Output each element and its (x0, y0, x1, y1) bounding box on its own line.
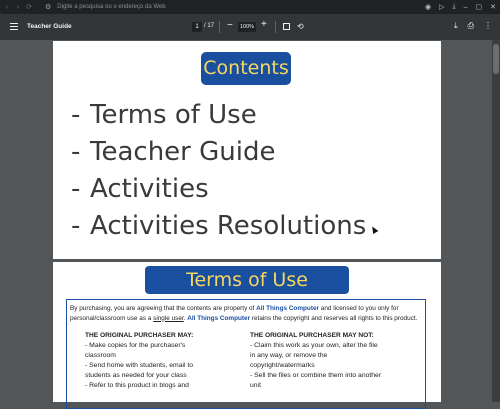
document-title: Teacher Guide (27, 23, 72, 30)
forward-icon[interactable]: › (16, 3, 20, 11)
toc-item: - Activities (71, 174, 209, 204)
may-line: classroom (85, 351, 116, 359)
more-options-icon[interactable]: ⋮ (484, 21, 492, 30)
minimize-icon[interactable]: – (463, 3, 468, 11)
contents-heading: Contents (201, 52, 291, 85)
browser-actions (425, 0, 496, 14)
page-number-input[interactable]: 1 (192, 22, 202, 32)
pdf-page-1 (53, 41, 441, 259)
share-icon[interactable]: ▷ (439, 4, 445, 11)
may-not-line: - Sell the files or combine them into another (250, 371, 382, 379)
table-of-contents (71, 97, 366, 245)
print-icon[interactable]: ⎙ (467, 21, 474, 30)
camera-icon[interactable]: ◉ (424, 4, 432, 11)
back-icon[interactable]: ‹ (5, 3, 9, 11)
reload-icon[interactable]: ⟳ (26, 4, 32, 11)
toolbar-right-actions (454, 21, 492, 31)
rotate-icon[interactable]: ⟲ (297, 22, 304, 31)
toolbar-divider (219, 21, 220, 33)
may-title: THE ORIGINAL PURCHASER MAY: (85, 332, 194, 339)
terms-intro: By purchasing, you are agreeing that the contents are property of All Things Computer and licensed to you only for personal/classroom use as a single user. All Things Computer retains the copyright and reserves all rights to this product. (70, 305, 418, 322)
may-line: students as needed for your class (85, 371, 187, 379)
may-not-line: unit (250, 381, 261, 389)
download-icon[interactable]: ⤓ (452, 3, 456, 10)
toc-item: - Terms of Use (71, 100, 257, 130)
may-column (85, 331, 245, 391)
fit-to-page-icon[interactable] (283, 23, 290, 30)
may-not-line: - Claim this work as your own, alter the file (250, 341, 378, 349)
address-bar[interactable]: Digite a pesquisa ou o endereço da Web (57, 4, 166, 10)
zoom-in-button[interactable]: + (261, 19, 267, 30)
pdf-page-2 (53, 262, 441, 402)
page-total: / 17 (204, 23, 215, 29)
scrollbar-thumb[interactable] (493, 44, 499, 74)
scrollbar-track[interactable] (492, 40, 500, 402)
toc-item: - Teacher Guide (71, 137, 276, 167)
zoom-out-button[interactable]: − (227, 20, 233, 31)
terms-box (66, 299, 426, 409)
toolbar-divider (275, 21, 276, 33)
maximize-icon[interactable]: ▢ (475, 4, 483, 11)
may-line: - Make copies for the purchaser's (85, 341, 186, 349)
may-not-title: THE ORIGINAL PURCHASER MAY NOT: (250, 332, 374, 339)
browser-top-bar (0, 0, 500, 14)
may-line: - Send home with students, email to (85, 361, 194, 369)
download-pdf-icon[interactable]: ⤓ (454, 21, 458, 30)
mouse-cursor (370, 225, 379, 234)
may-not-line: in any way, or remove the (250, 351, 328, 359)
terms-heading: Terms of Use (145, 266, 349, 294)
site-info-icon[interactable]: ⚙ (45, 4, 52, 11)
zoom-level-input[interactable]: 100% (239, 24, 255, 30)
pdf-toolbar (0, 14, 500, 40)
may-line: - Refer to this product in blogs and (85, 381, 189, 389)
may-not-line: copyright/watermarks (250, 361, 315, 369)
close-icon[interactable]: ✕ (490, 4, 496, 11)
may-not-column (250, 331, 410, 391)
menu-icon[interactable] (10, 23, 18, 30)
toc-item: - Activities Resolutions (71, 211, 367, 241)
